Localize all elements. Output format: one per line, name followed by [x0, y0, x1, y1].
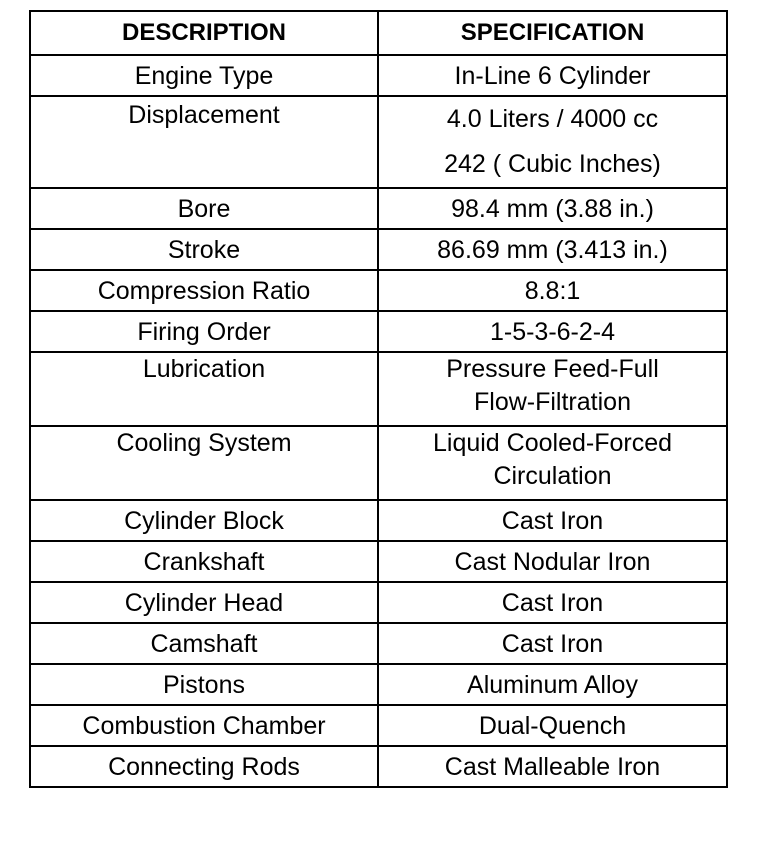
- spec-line: 98.4 mm (3.88 in.): [451, 195, 654, 223]
- table-row: [30, 664, 727, 705]
- table-row: [30, 352, 727, 426]
- spec-line: Cast Iron: [501, 589, 604, 617]
- row-description: Cooling System: [30, 426, 378, 500]
- table-row: [30, 623, 727, 664]
- spec-line: In-Line 6 Cylinder: [454, 62, 651, 90]
- spec-line: 1-5-3-6-2-4: [489, 318, 616, 346]
- row-description: Engine Type: [30, 55, 378, 96]
- row-specification: [378, 705, 727, 746]
- table-row: [30, 96, 727, 188]
- table-row: [30, 500, 727, 541]
- table-row: [30, 188, 727, 229]
- table-row: [30, 541, 727, 582]
- spec-line: 242 ( Cubic Inches): [444, 150, 661, 178]
- spec-line: Flow-Filtration: [474, 388, 631, 416]
- row-description: Crankshaft: [30, 541, 378, 582]
- spec-line: Dual-Quench: [478, 712, 627, 740]
- engine-spec-table: [29, 10, 728, 788]
- spec-line: 4.0 Liters / 4000 cc: [446, 105, 659, 133]
- header-description: DESCRIPTION: [30, 11, 378, 55]
- row-description: Pistons: [30, 664, 378, 705]
- row-specification: [378, 500, 727, 541]
- table-row: [30, 229, 727, 270]
- row-specification: [378, 229, 727, 270]
- spec-line: Cast Iron: [501, 630, 604, 658]
- row-description: Lubrication: [30, 352, 378, 426]
- table-header-row: [30, 11, 727, 55]
- table-row: [30, 746, 727, 787]
- row-description: Bore: [30, 188, 378, 229]
- row-specification: [378, 55, 727, 96]
- spec-line: Cast Iron: [501, 507, 604, 535]
- row-description: Connecting Rods: [30, 746, 378, 787]
- row-specification: [378, 270, 727, 311]
- table-row: [30, 55, 727, 96]
- row-specification: [378, 541, 727, 582]
- row-specification: [378, 96, 727, 188]
- table-row: [30, 311, 727, 352]
- spec-line: 8.8:1: [524, 277, 581, 305]
- row-specification: [378, 188, 727, 229]
- table-row: [30, 582, 727, 623]
- spec-line: Aluminum Alloy: [467, 671, 638, 699]
- spec-line: Circulation: [493, 462, 612, 490]
- spec-line: 86.69 mm (3.413 in.): [437, 236, 668, 264]
- row-specification: [378, 352, 727, 426]
- row-description: Compression Ratio: [30, 270, 378, 311]
- row-description: Stroke: [30, 229, 378, 270]
- table-row: [30, 270, 727, 311]
- row-description: Firing Order: [30, 311, 378, 352]
- row-description: Camshaft: [30, 623, 378, 664]
- spec-line: Cast Malleable Iron: [444, 753, 661, 781]
- row-description: Combustion Chamber: [30, 705, 378, 746]
- row-description: Cylinder Head: [30, 582, 378, 623]
- row-specification: [378, 746, 727, 787]
- header-specification: SPECIFICATION: [378, 11, 727, 55]
- row-specification: [378, 426, 727, 500]
- row-description: Displacement: [30, 96, 378, 188]
- row-description: Cylinder Block: [30, 500, 378, 541]
- row-specification: [378, 311, 727, 352]
- table-row: [30, 426, 727, 500]
- table-row: [30, 705, 727, 746]
- row-specification: [378, 664, 727, 705]
- spec-line: Liquid Cooled-Forced: [432, 429, 673, 457]
- row-specification: [378, 582, 727, 623]
- spec-line: Pressure Feed-Full: [446, 355, 659, 383]
- row-specification: [378, 623, 727, 664]
- spec-line: Cast Nodular Iron: [454, 548, 651, 576]
